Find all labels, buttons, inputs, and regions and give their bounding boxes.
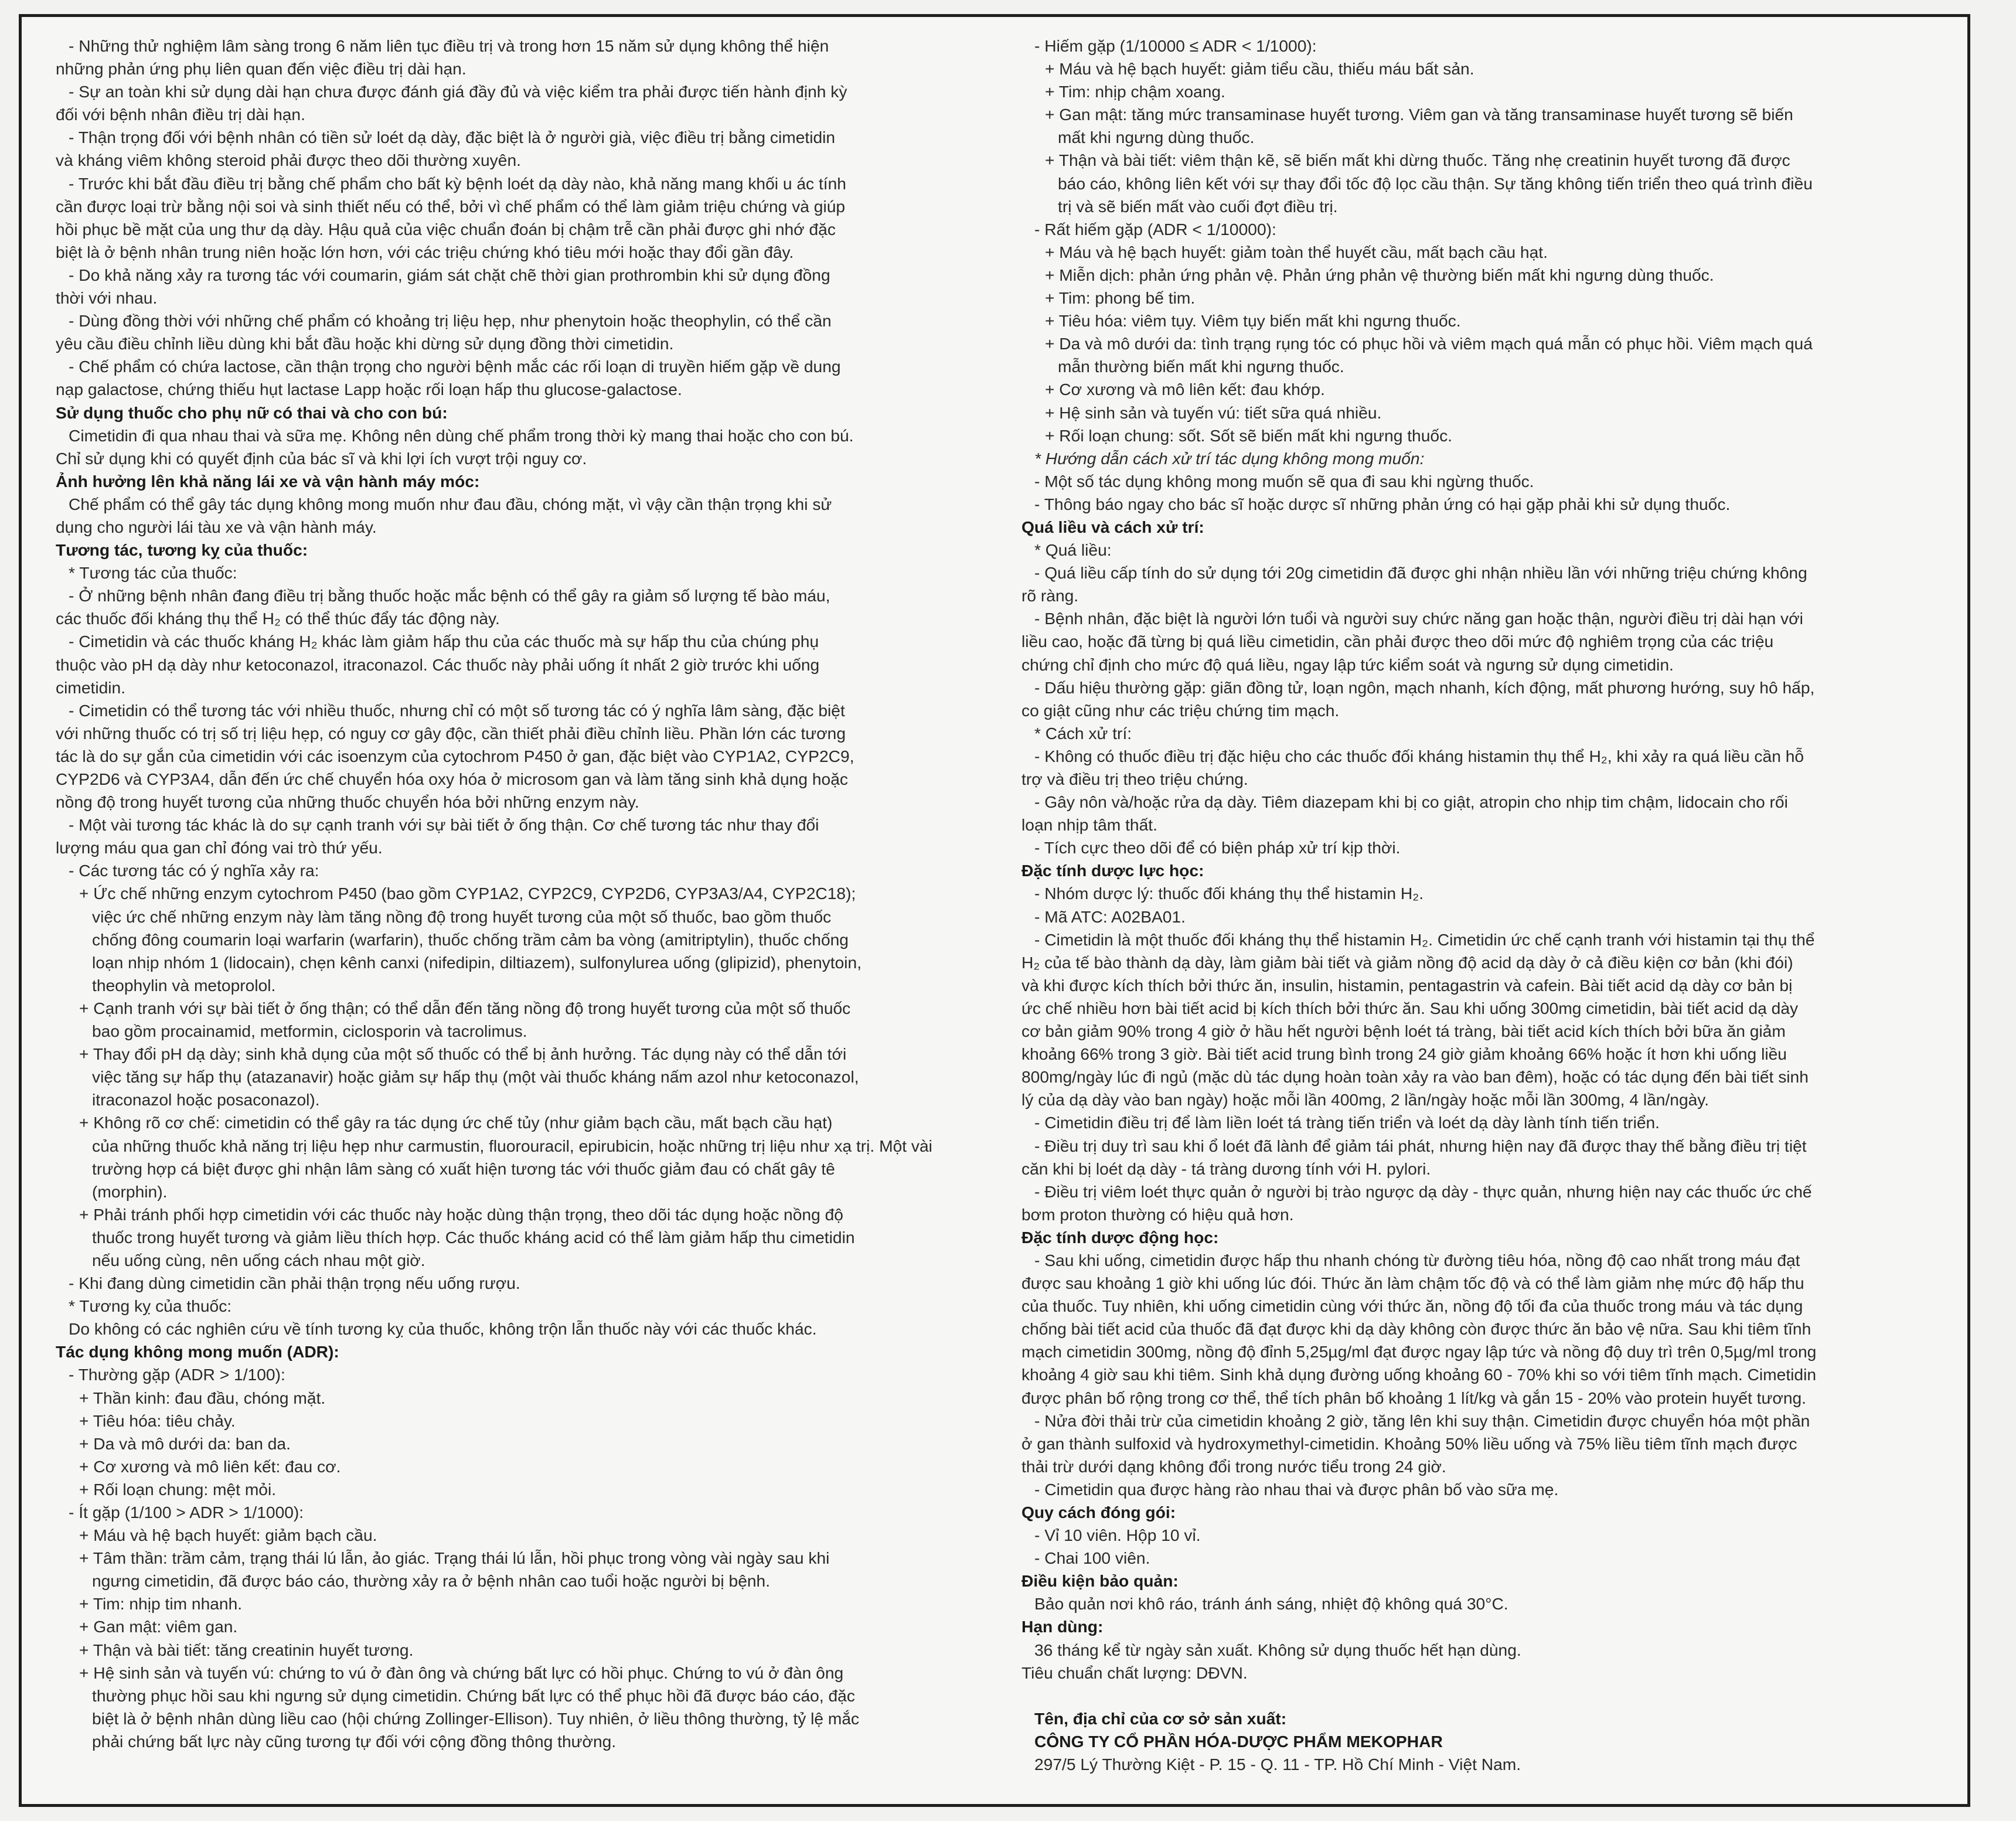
right-column-line: + Máu và hệ bạch huyết: giảm toàn thể huyết cầu, mất bạch cầu hạt. [1045, 242, 1548, 261]
right-column-line: căn khi bị loét dạ dày - tá tràng dương tính với H. pylori. [1021, 1159, 1431, 1178]
left-column-line: trường hợp cá biệt được ghi nhận lâm sàng có xuất hiện tương tác với thuốc giảm đau có chất gây tê [92, 1159, 835, 1178]
left-column-line: - Các tương tác có ý nghĩa xảy ra: [69, 861, 319, 880]
left-column-line: + Da và mô dưới da: ban da. [79, 1434, 291, 1453]
right-column-line: trợ và điều trị theo triệu chứng. [1021, 770, 1248, 788]
right-column-line: mẫn thường biến mất khi ngưng thuốc. [1058, 357, 1344, 376]
left-column-line: - Thận trọng đối với bệnh nhân có tiền sử loét dạ dày, đặc biệt là ở người già, việc điều trị bằng cimetidin [69, 128, 836, 147]
left-column-line: và kháng viêm không steroid phải được theo dõi thường xuyên. [56, 151, 521, 170]
right-column-line: + Máu và hệ bạch huyết: giảm tiểu cầu, thiếu máu bất sản. [1045, 59, 1474, 79]
left-column-line: những phản ứng phụ liên quan đến việc điều trị dài hạn. [56, 59, 466, 79]
right-column-line: Đặc tính dược động học: [1021, 1227, 1219, 1247]
left-column-line: - Dùng đồng thời với những chế phẩm có khoảng trị liệu hẹp, như phenytoin hoặc theophylin, có thể cần [69, 311, 832, 331]
left-column-line: - Cimetidin có thể tương tác với nhiều thuốc, nhưng chỉ có một số tương tác có ý nghĩa lâm sàng, đặc biệt [69, 700, 845, 720]
left-column-line: tác là do sự gắn của cimetidin với các isoenzym của cytochrom P450 ở gan, đặc biệt vào CYP1A2, CYP2C9, [56, 746, 854, 765]
right-column-line: + Tim: phong bế tim. [1045, 288, 1196, 308]
left-column-line: dụng cho người lái tàu xe và vận hành máy. [56, 517, 377, 536]
right-column-line: - Chai 100 viên. [1034, 1548, 1150, 1568]
left-column-line: * Tương kỵ của thuốc: [69, 1296, 232, 1316]
left-column-line: + Cạnh tranh với sự bài tiết ở ống thận; có thể dẫn đến tăng nồng độ trong huyết tương của một số thuốc [79, 998, 851, 1017]
right-column-line: thải trừ dưới dạng không đổi trong nước tiểu trong 24 giờ. [1021, 1456, 1446, 1476]
right-column-line: - Mã ATC: A02BA01. [1034, 907, 1186, 926]
left-column-line: - Sự an toàn khi sử dụng dài hạn chưa được đánh giá đầy đủ và việc kiểm tra phải được tiến hành định kỳ [69, 82, 847, 101]
right-column-line: H₂ của tế bào thành dạ dày, làm giảm bài tiết và giảm nồng độ acid dạ dày ở cả điều kiện cơ bản (khi đói) [1021, 952, 1793, 972]
right-column-line: rõ ràng. [1021, 586, 1079, 605]
left-column-line: với những thuốc có trị số trị liệu hẹp, có nguy cơ gây độc, cần thiết phải điều chỉnh liều. Phần lớn các tương [56, 723, 846, 743]
right-column-line: Tên, địa chỉ của cơ sở sản xuất: [1034, 1708, 1287, 1728]
right-column-line: Điều kiện bảo quản: [1021, 1571, 1179, 1591]
right-column-line: CÔNG TY CỔ PHẦN HÓA-DƯỢC PHẨM MEKOPHAR [1034, 1731, 1443, 1751]
right-column-line: co giật cũng như các triệu chứng tim mạch. [1021, 700, 1340, 720]
left-column-line: nạp galactose, chứng thiếu hụt lactase Lapp hoặc rối loạn hấp thu glucose-galactose. [56, 380, 682, 399]
left-column-line: + Không rõ cơ chế: cimetidin có thể gây ra tác dụng ức chế tủy (như giảm bạch cầu, mất bạch cầu hạt) [79, 1113, 833, 1132]
left-column-line: - Do khả năng xảy ra tương tác với coumarin, giám sát chặt chẽ thời gian prothrombin khi sử dụng đồng [69, 265, 830, 284]
right-column-line: - Quá liều cấp tính do sử dụng tới 20g cimetidin đã được ghi nhận nhiều lần với những triệu chứng không [1034, 563, 1807, 583]
right-column-line: - Nhóm dược lý: thuốc đối kháng thụ thể histamin H₂. [1034, 884, 1424, 903]
left-column-line: thuộc vào pH dạ dày như ketoconazol, itraconazol. Các thuốc này phải uống ít nhất 2 giờ trước khi uống [56, 655, 820, 674]
left-column-line: + Thay đổi pH dạ dày; sinh khả dụng của một số thuốc có thể bị ảnh hưởng. Tác dụng này có thể dẫn tới [79, 1044, 847, 1064]
left-column-line: việc ức chế những enzym này làm tăng nồng độ trong huyết tương của một số thuốc, bao gồm thuốc [92, 907, 832, 926]
right-column-line: + Tiêu hóa: viêm tụy. Viêm tụy biến mất khi ngưng thuốc. [1045, 311, 1461, 331]
left-column-line: + Tiêu hóa: tiêu chảy. [79, 1411, 236, 1430]
right-column-line: - Sau khi uống, cimetidin được hấp thu nhanh chóng từ đường tiêu hóa, nồng độ cao nhất trong máu đạt [1034, 1250, 1800, 1269]
left-column-line: nồng độ trong huyết tương của những thuốc chuyển hóa bởi những enzym này. [56, 792, 639, 812]
left-column-line: + Thận và bài tiết: tăng creatinin huyết tương. [79, 1640, 414, 1659]
right-column-line: + Tim: nhịp chậm xoang. [1045, 82, 1225, 101]
left-column-line: chống đông coumarin loại warfarin (warfarin), thuốc chống trầm cảm ba vòng (amitriptylin), thuốc chống [92, 930, 849, 949]
right-column-line: - Một số tác dụng không mong muốn sẽ qua đi sau khi ngừng thuốc. [1034, 471, 1534, 491]
right-text-column [1021, 35, 1947, 1776]
left-column-line: * Tương tác của thuốc: [69, 563, 237, 583]
right-column-line: - Cimetidin là một thuốc đối kháng thụ thể histamin H₂. Cimetidin ức chế cạnh tranh với histamin tại thụ thể [1034, 930, 1815, 949]
left-column-line: bao gồm procainamid, metformin, ciclosporin và tacrolimus. [92, 1022, 527, 1041]
right-column-line: Quy cách đóng gói: [1021, 1503, 1176, 1522]
right-column-line: - Tích cực theo dõi để có biện pháp xử trí kịp thời. [1034, 838, 1401, 857]
right-column-line: mạch cimetidin 300mg, nồng độ đỉnh 5,25µg/ml đạt được ngay lập tức và nồng độ duy trì trên 0,5µg/ml trong [1021, 1342, 1817, 1362]
right-column-line: và khi được kích thích bởi thức ăn, insulin, histamin, pentagastrin và cafein. Bài tiết acid dạ dày cơ bản bị [1021, 975, 1793, 995]
right-column-line: báo cáo, không liên kết với sự thay đổi tốc độ lọc cầu thận. Sự tăng không tiến triển theo quá trình điều [1058, 173, 1813, 193]
left-column-line: Tác dụng không mong muốn (ADR): [56, 1342, 339, 1362]
left-column-line: đối với bệnh nhân điều trị dài hạn. [56, 105, 305, 124]
left-column-line: biệt là ở bệnh nhân dùng liều cao (hội chứng Zollinger-Ellison). Tuy nhiên, ở liều thông thường, tỷ lệ mắc [92, 1708, 860, 1728]
right-column-line: 36 tháng kể từ ngày sản xuất. Không sử dụng thuốc hết hạn dùng. [1034, 1640, 1521, 1659]
left-column-line: hồi phục bề mặt của ung thư dạ dày. Hậu quả của việc chuẩn đoán bị chậm trễ cần phải được ghi nhớ đặc [56, 219, 836, 239]
leaflet-sheet [19, 14, 1970, 1807]
left-column-line: - Khi đang dùng cimetidin cần phải thận trọng nếu uống rượu. [69, 1274, 520, 1293]
right-column-line: bơm proton thường có hiệu quả hơn. [1021, 1204, 1294, 1224]
right-column-line: - Rất hiếm gặp (ADR < 1/10000): [1034, 219, 1276, 239]
right-column-line: cơ bản giảm 90% trong 4 giờ ở hầu hết người bệnh loét tá tràng, bài tiết acid kích thích bởi bữa ăn giảm [1021, 1022, 1786, 1041]
left-column-line: + Hệ sinh sản và tuyến vú: chứng to vú ở đàn ông và chứng bất lực có hồi phục. Chứng to vú ở đàn ông [79, 1663, 844, 1682]
left-text-column [56, 35, 977, 1753]
right-column-line: khoảng 4 giờ sau khi tiêm. Sinh khả dụng đường uống khoảng 60 - 70% khi so với tiêm tĩnh mạch. Cimetidin [1021, 1365, 1817, 1384]
left-column-line: + Tâm thần: trầm cảm, trạng thái lú lẫn, ảo giác. Trạng thái lú lẫn, hồi phục trong vòng vài ngày sau khi [79, 1548, 830, 1568]
right-column-line: + Da và mô dưới da: tình trạng rụng tóc có phục hồi và viêm mạch quá mẫn có phục hồi. Viêm mạch quá [1045, 334, 1813, 353]
left-column-line: - Chế phẩm có chứa lactose, cần thận trọng cho người bệnh mắc các rối loạn di truyền hiếm gặp về dung [69, 357, 841, 376]
right-column-line: + Gan mật: tăng mức transaminase huyết tương. Viêm gan và tăng transaminase huyết tương sẽ biến [1045, 105, 1793, 124]
right-column-line: - Hiếm gặp (1/10000 ≤ ADR < 1/1000): [1034, 36, 1317, 55]
left-column-line: lượng máu qua gan chỉ đóng vai trò thứ yếu. [56, 838, 383, 857]
left-column-line: + Gan mật: viêm gan. [79, 1617, 238, 1636]
left-column-line: Chỉ sử dụng khi có quyết định của bác sĩ và khi lợi ích vượt trội nguy cơ. [56, 448, 587, 468]
left-column-line: nếu uống cùng, nên uống cách nhau một giờ. [92, 1250, 425, 1269]
right-column-line: Quá liều và cách xử trí: [1021, 517, 1204, 536]
left-column-line: Sử dụng thuốc cho phụ nữ có thai và cho con bú: [56, 403, 448, 422]
left-column-line: Cimetidin đi qua nhau thai và sữa mẹ. Không nên dùng chế phẩm trong thời kỳ mang thai hoặc cho con bú. [69, 426, 854, 445]
right-column-line: 297/5 Lý Thường Kiệt - P. 15 - Q. 11 - TP. Hồ Chí Minh - Việt Nam. [1034, 1755, 1521, 1774]
right-column-line: khoảng 66% trong 3 giờ. Bài tiết acid trung bình trong 24 giờ giảm khoảng 66% hoặc ít hơn khi uống liều [1021, 1044, 1787, 1064]
right-column-line: + Thận và bài tiết: viêm thận kẽ, sẽ biến mất khi dừng thuốc. Tăng nhẹ creatinin huyết tương đã được [1045, 151, 1790, 170]
left-column-line: + Thần kinh: đau đầu, chóng mặt. [79, 1388, 326, 1407]
right-column-line: liều cao, hoặc đã từng bị quá liều cimetidin, cần phải được theo dõi mức độ nghiêm trọng của các triệu [1021, 632, 1774, 651]
right-column-line: trị và sẽ biến mất vào cuối đợt điều trị. [1058, 196, 1338, 216]
right-column-line: + Cơ xương và mô liên kết: đau khớp. [1045, 380, 1325, 399]
right-column-line: - Điều trị duy trì sau khi ổ loét đã lành để giảm tái phát, nhưng hiện nay đã được thay thế bằng điều trị tiệt [1034, 1136, 1807, 1155]
right-column-line: chứng chỉ định cho mức độ quá liều, ngay lập tức kiểm soát và ngưng sử dụng cimetidin. [1021, 655, 1674, 674]
left-column-line: + Cơ xương và mô liên kết: đau cơ. [79, 1456, 341, 1476]
left-column-line: - Ở những bệnh nhân đang điều trị bằng thuốc hoặc mắc bệnh có thể gây ra giảm số lượng tế bào máu, [69, 586, 830, 605]
right-column-line: Tiêu chuẩn chất lượng: DĐVN. [1021, 1663, 1248, 1682]
right-column-line: - Điều trị viêm loét thực quản ở người bị trào ngược dạ dày - thực quản, nhưng hiện nay các thuốc ức chế [1034, 1182, 1812, 1201]
right-column-line: được phân bố rộng trong cơ thể, thể tích phân bố khoảng 1 lít/kg và gắn 15 - 20% vào protein huyết tương. [1021, 1388, 1807, 1407]
left-column-line: + Tim: nhịp tim nhanh. [79, 1594, 243, 1614]
right-column-line: Đặc tính dược lực học: [1021, 861, 1204, 880]
left-column-line: thường phục hồi sau khi ngưng sử dụng cimetidin. Chứng bất lực có thể phục hồi đã được báo cáo, đặc [92, 1686, 855, 1705]
left-column-line: - Trước khi bắt đầu điều trị bằng chế phẩm cho bất kỳ bệnh loét dạ dày nào, khả năng mang khối u ác tính [69, 173, 846, 193]
left-column-line: biệt là ở bệnh nhân trung niên hoặc lớn hơn, với các triệu chứng khó tiêu mới hoặc thay đổi gần đây. [56, 242, 794, 261]
right-column-line: + Miễn dịch: phản ứng phản vệ. Phản ứng phản vệ thường biến mất khi ngưng dùng thuốc. [1045, 265, 1714, 284]
right-column-line: Hạn dùng: [1021, 1617, 1104, 1636]
left-column-line: các thuốc đối kháng thụ thể H₂ có thể thúc đẩy tác động này. [56, 609, 500, 628]
left-column-line: thời với nhau. [56, 288, 158, 308]
left-column-line: + Máu và hệ bạch huyết: giảm bạch cầu. [79, 1526, 377, 1545]
left-column-line: Ảnh hưởng lên khả năng lái xe và vận hành máy móc: [56, 471, 480, 491]
right-column-line: Bảo quản nơi khô ráo, tránh ánh sáng, nhiệt độ không quá 30°C. [1034, 1594, 1508, 1614]
left-column-line: itraconazol hoặc posaconazol). [92, 1090, 320, 1109]
right-column-line: lý của dạ dày vào ban ngày) hoặc mỗi lần 400mg, 2 lần/ngày hoặc mỗi lần 300mg, 4 lần/ngày. [1021, 1090, 1709, 1109]
right-column-line: ở gan thành sulfoxid và hydroxymethyl-cimetidin. Khoảng 50% liều uống và 75% liều tiêm tĩnh mạch được [1021, 1434, 1797, 1453]
left-column-line: thuốc trong huyết tương và giảm liều thích hợp. Các thuốc kháng acid có thể làm giảm hấp thu cimetidin [92, 1227, 855, 1247]
left-column-line: loạn nhịp nhóm 1 (lidocain), chẹn kênh canxi (nifedipin, diltiazem), sulfonylurea uống (glipizid), phenytoin, [92, 952, 862, 972]
left-column-line: - Một vài tương tác khác là do sự cạnh tranh với sự bài tiết ở ống thận. Cơ chế tương tác như thay đổi [69, 815, 819, 835]
left-column-line: (morphin). [92, 1182, 168, 1201]
right-column-line: - Không có thuốc điều trị đặc hiệu cho các thuốc đối kháng histamin thụ thể H₂, khi xảy ra quá liều cần hỗ [1034, 746, 1804, 765]
left-column-line: - Những thử nghiệm lâm sàng trong 6 năm liên tục điều trị và trong hơn 15 năm sử dụng không thể hiện [69, 36, 829, 55]
left-column-line: yêu cầu điều chỉnh liều dùng khi bắt đầu hoặc khi dừng sử dụng đồng thời cimetidin. [56, 334, 674, 353]
right-column-line: chống bài tiết acid của thuốc đã đạt được khi dạ dày không còn được thức ăn bảo vệ nữa. Sau khi tiêm tĩnh [1021, 1319, 1811, 1339]
right-column-line: ức chế nhiều hơn bài tiết acid bị kích thích bởi thức ăn. Sau khi uống 300mg cimetidin, bài tiết acid dạ dày [1021, 998, 1799, 1017]
left-column-line: Chế phẩm có thể gây tác dụng không mong muốn như đau đầu, chóng mặt, vì vậy cần thận trọng khi sử [69, 494, 832, 513]
left-column-line: Do không có các nghiên cứu về tính tương kỵ của thuốc, không trộn lẫn thuốc này với các thuốc khác. [69, 1319, 817, 1339]
left-column-line: - Cimetidin và các thuốc kháng H₂ khác làm giảm hấp thu của các thuốc mà sự hấp thu của chúng phụ [69, 632, 819, 651]
left-column-line: Tương tác, tương kỵ của thuốc: [56, 540, 308, 560]
right-column-line: - Gây nôn và/hoặc rửa dạ dày. Tiêm diazepam khi bị co giật, atropin cho nhịp tim chậm, lidocain cho rối [1034, 792, 1788, 812]
left-column-line: phải chứng bất lực này cũng tương tự đối với cộng đồng thông thường. [92, 1731, 617, 1751]
right-column-line: mất khi ngưng dùng thuốc. [1058, 128, 1255, 147]
left-column-line: cimetidin. [56, 678, 126, 697]
left-column-line: + Rối loạn chung: mệt mỏi. [79, 1479, 277, 1499]
right-column-line: - Dấu hiệu thường gặp: giãn đồng tử, loạn ngôn, mạch nhanh, kích động, mất phương hướng, suy hô hấp, [1034, 678, 1815, 697]
left-column-line: + Ức chế những enzym cytochrom P450 (bao gồm CYP1A2, CYP2C9, CYP2D6, CYP3A3/A4, CYP2C18); [79, 884, 856, 903]
left-column-line: - Ít gặp (1/100 > ADR > 1/1000): [69, 1503, 304, 1522]
right-column-line: 800mg/ngày lúc đi ngủ (mặc dù tác dụng hoàn toàn xảy ra vào ban đêm), hoặc có tác dụng đến bài tiết sinh [1021, 1067, 1809, 1087]
right-column-line: - Vỉ 10 viên. Hộp 10 vỉ. [1034, 1526, 1201, 1545]
right-column-line: - Bệnh nhân, đặc biệt là người lớn tuổi và người suy chức năng gan hoặc thận, người điều trị dài hạn với [1034, 609, 1803, 628]
right-column-line: - Cimetidin điều trị để làm liền loét tá tràng tiến triển và loét dạ dày lành tính tiến triển. [1034, 1113, 1660, 1132]
left-column-line: - Thường gặp (ADR > 1/100): [69, 1365, 285, 1384]
left-column-line: + Phải tránh phối hợp cimetidin với các thuốc này hoặc dùng thận trọng, theo dõi tác dụng hoặc nồng độ [79, 1204, 843, 1224]
left-column-line: CYP2D6 và CYP3A4, dẫn đến ức chế chuyển hóa oxy hóa ở microsom gan và làm tăng sinh khả dụng hoặc [56, 770, 848, 788]
right-column-line: - Thông báo ngay cho bác sĩ hoặc dược sĩ những phản ứng có hại gặp phải khi sử dụng thuốc. [1034, 494, 1731, 513]
right-column-line: * Hướng dẫn cách xử trí tác dụng không mong muốn: [1034, 448, 1425, 468]
right-column-line: + Hệ sinh sản và tuyến vú: tiết sữa quá nhiều. [1045, 403, 1382, 422]
right-column-line: * Quá liều: [1034, 540, 1112, 560]
right-column-line: của thuốc. Tuy nhiên, khi uống cimetidin cùng với thức ăn, nồng độ tối đa của thuốc trong máu và tác dụng [1021, 1296, 1803, 1316]
left-column-line: việc tăng sự hấp thụ (atazanavir) hoặc giảm sự hấp thụ (một vài thuốc kháng nấm azol như ketoconazol, [92, 1067, 859, 1087]
right-column-line: * Cách xử trí: [1034, 723, 1132, 743]
right-column-line: được sau khoảng 1 giờ khi uống lúc đói. Thức ăn làm chậm tốc độ và có thể làm giảm nhẹ mức độ hấp thu [1021, 1274, 1804, 1293]
right-column-line: loạn nhịp tâm thất. [1021, 815, 1157, 835]
right-column-line: + Rối loạn chung: sốt. Sốt sẽ biến mất khi ngưng thuốc. [1045, 426, 1453, 445]
left-column-line: cần được loại trừ bằng nội soi và sinh thiết nếu có thể, bởi vì chế phẩm có thể làm giảm triệu chứng và giúp [56, 196, 846, 216]
left-column-line: theophylin và metoprolol. [92, 975, 276, 995]
left-column-line: của những thuốc khả năng trị liệu hẹp như carmustin, fluorouracil, epirubicin, hoặc những trị liệu như xạ trị. Một vài [92, 1136, 932, 1155]
right-column-line [1021, 1684, 1947, 1707]
right-column-line: - Cimetidin qua được hàng rào nhau thai và được phân bố vào sữa mẹ. [1034, 1479, 1559, 1499]
right-column-line: - Nửa đời thải trừ của cimetidin khoảng 2 giờ, tăng lên khi suy thận. Cimetidin được chuyển hóa một phần [1034, 1411, 1810, 1430]
left-column-line: ngưng cimetidin, đã được báo cáo, thường xảy ra ở bệnh nhân cao tuổi hoặc người bị bệnh. [92, 1571, 771, 1591]
